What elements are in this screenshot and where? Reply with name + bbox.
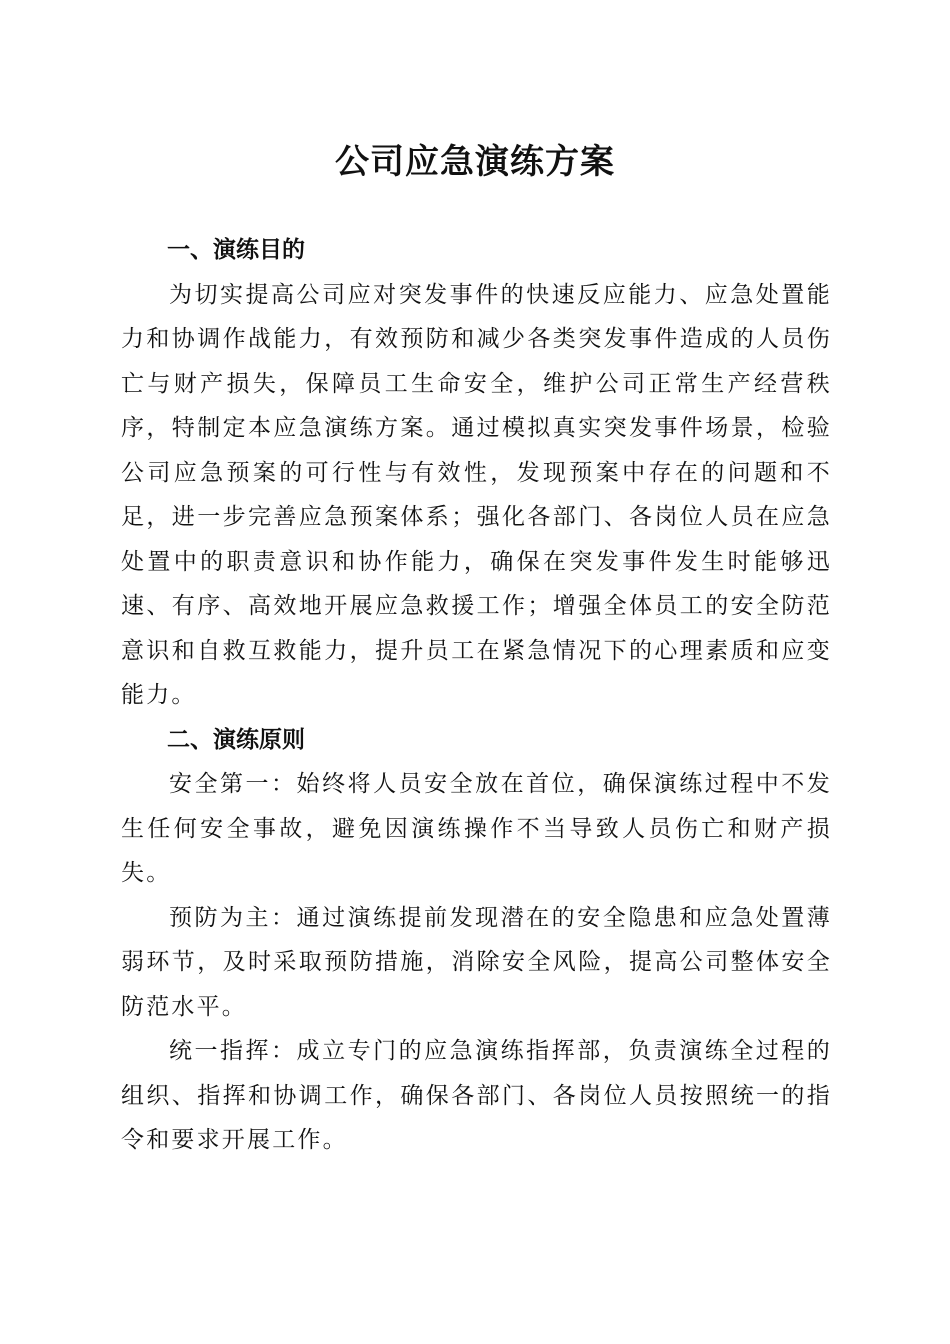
section-purpose	[121, 228, 832, 718]
section-principles	[121, 718, 832, 1163]
section-heading: 二、演练原则	[167, 726, 305, 753]
paragraph: 为切实提高公司应对突发事件的快速反应能力、应急处置能力和协调作战能力，有效预防和减少各类突发事件造成的人员伤亡与财产损失，保障员工生命安全，维护公司正常生产经营秩序，特制定本应急演练方案。通过模拟真实突发事件场景，检验公司应急预案的可行性与有效性，发现预案中存在的问题和不足，进一步完善应急预案体系；强化各部门、各岗位人员在应急处置中的职责意识和协作能力，确保在突发事件发生时能够迅速、有序、高效地开展应急救援工作；增强全体员工的安全防范意识和自救互救能力，提升员工在紧急情况下的心理素质和应变能力。	[121, 281, 832, 708]
document-body	[121, 228, 832, 1163]
paragraph: 统一指挥：成立专门的应急演练指挥部，负责演练全过程的组织、指挥和协调工作，确保各部门、各岗位人员按照统一的指令和要求开展工作。	[121, 1038, 832, 1153]
paragraph: 预防为主：通过演练提前发现潜在的安全隐患和应急处置薄弱环节，及时采取预防措施，消除安全风险，提高公司整体安全防范水平。	[121, 904, 832, 1020]
document-title: 公司应急演练方案	[335, 142, 615, 182]
section-heading: 一、演练目的	[167, 237, 305, 263]
paragraph: 安全第一：始终将人员安全放在首位，确保演练过程中不发生任何安全事故，避免因演练操作不当导致人员伤亡和财产损失。	[121, 771, 832, 886]
